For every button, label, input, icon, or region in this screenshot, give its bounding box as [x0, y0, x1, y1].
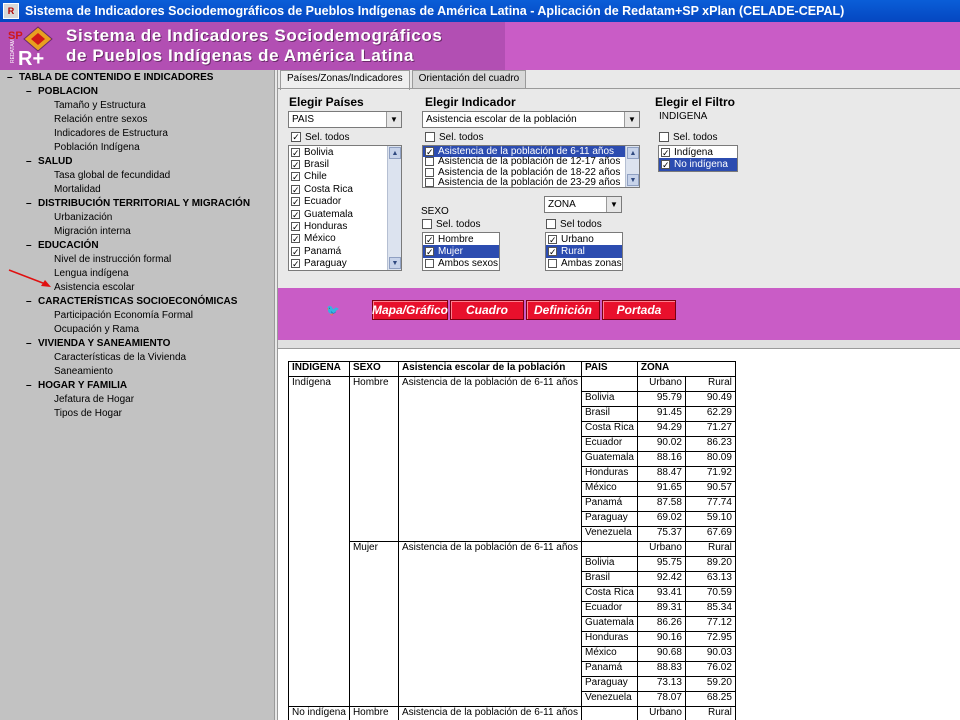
scroll-down-icon[interactable]: ▼ — [627, 174, 639, 186]
selection-panel — [278, 70, 960, 288]
definicion-button[interactable]: Definición — [526, 300, 600, 320]
cell-zona-urbano: Urbano — [637, 377, 685, 392]
cell-pais: Panamá — [581, 497, 637, 512]
list-item[interactable]: Asistencia de la población de 12-17 años — [423, 157, 639, 168]
cell-rural: 59.10 — [685, 512, 735, 527]
list-item[interactable]: ✓ Paraguay — [292, 258, 347, 270]
chevron-down-icon[interactable]: ▼ — [386, 112, 401, 127]
list-item[interactable]: ✓ Urbano — [549, 233, 594, 245]
table-row — [289, 707, 736, 720]
cell-indigena: Indígena — [289, 377, 350, 707]
chevron-down-icon[interactable]: ▼ — [606, 197, 621, 212]
app-header — [0, 22, 960, 70]
cell-pais: Ecuador — [581, 437, 637, 452]
list-item[interactable]: ✓ Asistencia de la población de 6-11 años — [423, 146, 639, 157]
tree-item-nivel-instruccion[interactable]: Nivel de instrucción formal — [54, 254, 172, 265]
tree-item-ocupacion[interactable]: Ocupación y Rama — [54, 324, 140, 335]
tree-group-salud[interactable]: – SALUD — [26, 156, 73, 167]
paises-select-all[interactable]: ✓ Sel. todos — [292, 131, 350, 143]
cell-urbano: 87.58 — [637, 497, 685, 512]
header-title-line2: de Pueblos Indígenas de América Latina — [66, 46, 415, 65]
indicador-scrollbar[interactable] — [625, 146, 639, 187]
cell-urbano: 90.02 — [637, 437, 685, 452]
zona-list[interactable] — [545, 232, 623, 271]
tree-item-fecundidad[interactable]: Tasa global de fecundidad — [54, 170, 171, 181]
cell-pais-empty — [581, 377, 637, 392]
cell-rural: 77.74 — [685, 497, 735, 512]
table-row — [289, 542, 736, 557]
filtro-title: Elegir el Filtro — [655, 95, 736, 109]
cell-pais: Ecuador — [581, 602, 637, 617]
cell-pais: Bolivia — [581, 392, 637, 407]
cell-sexo: Hombre — [349, 707, 398, 720]
paises-title: Elegir Países — [289, 95, 364, 109]
cell-pais: Costa Rica — [581, 587, 637, 602]
cell-urbano: 91.65 — [637, 482, 685, 497]
cell-pais: Costa Rica — [581, 422, 637, 437]
cell-rural: 85.34 — [685, 602, 735, 617]
cell-urbano: 93.41 — [637, 587, 685, 602]
checkbox-icon — [425, 132, 435, 142]
cell-pais: México — [581, 647, 637, 662]
chevron-down-icon[interactable]: ▼ — [624, 112, 639, 127]
cell-rural: 90.03 — [685, 647, 735, 662]
logo-sp-text: SP — [8, 30, 23, 42]
cell-rural: 67.69 — [685, 527, 735, 542]
list-item[interactable]: ✓ Guatemala — [292, 208, 353, 220]
sexo-select-all[interactable]: Sel. todos — [422, 218, 480, 230]
list-item[interactable]: ✓ Chile — [292, 171, 327, 183]
cell-urbano: 90.68 — [637, 647, 685, 662]
cell-zona-rural: Rural — [685, 377, 735, 392]
cell-urbano: 86.26 — [637, 617, 685, 632]
tree-root[interactable]: – TABLA DE CONTENIDO E INDICADORES — [7, 72, 214, 83]
filtro-select-all[interactable]: Sel. todos — [659, 131, 717, 143]
header-pais: PAIS — [581, 362, 637, 377]
cell-rural: 77.12 — [685, 617, 735, 632]
cell-pais: Guatemala — [581, 617, 637, 632]
list-item[interactable]: ✓ Ecuador — [292, 196, 342, 208]
checkbox-icon — [422, 219, 432, 229]
list-item[interactable]: ✓ Brasil — [292, 159, 330, 171]
list-item[interactable]: Ambos sexos — [423, 258, 499, 270]
tree-group-distribucion[interactable]: – DISTRIBUCIÓN TERRITORIAL Y MIGRACIÓN — [26, 198, 251, 209]
cell-pais: Brasil — [581, 407, 637, 422]
cell-zona-rural: Rural — [685, 707, 735, 720]
indicador-list[interactable] — [422, 145, 640, 188]
cuadro-button[interactable]: Cuadro — [450, 300, 524, 320]
tree-item-tamano[interactable]: Tamaño y Estructura — [54, 100, 146, 111]
list-item[interactable]: ✓ Panamá — [292, 245, 342, 257]
tree-group-vivienda[interactable]: – VIVIENDA Y SANEAMIENTO — [26, 338, 171, 349]
tree-item-indicadores-estructura[interactable]: Indicadores de Estructura — [54, 128, 168, 139]
cell-rural: 71.92 — [685, 467, 735, 482]
list-item[interactable]: ✓ Costa Rica — [292, 183, 353, 195]
list-item[interactable]: ✓ México — [292, 233, 336, 245]
cell-urbano: 89.31 — [637, 602, 685, 617]
cell-urbano: 75.37 — [637, 527, 685, 542]
paises-combo[interactable] — [288, 111, 402, 128]
cell-urbano: 78.07 — [637, 692, 685, 707]
cell-sexo: Mujer — [349, 542, 398, 707]
scroll-up-icon[interactable]: ▲ — [627, 147, 639, 159]
results-table — [288, 361, 736, 720]
cell-zona-urbano: Urbano — [637, 707, 685, 720]
indicador-combo-value: Asistencia escolar de la población — [426, 114, 577, 125]
tree-item-asistencia-escolar[interactable]: Asistencia escolar — [54, 282, 135, 293]
cell-rural: 70.59 — [685, 587, 735, 602]
tree-item-jefatura[interactable]: Jefatura de Hogar — [54, 394, 135, 405]
cell-rural: 59.20 — [685, 677, 735, 692]
filtro-list[interactable] — [658, 145, 738, 172]
cell-pais: Honduras — [581, 632, 637, 647]
scroll-down-icon[interactable]: ▼ — [389, 257, 401, 269]
cell-zona-rural: Rural — [685, 542, 735, 557]
cell-pais: Brasil — [581, 572, 637, 587]
bird-icon[interactable]: 🐦 — [326, 305, 340, 317]
tree-group-hogar[interactable]: – HOGAR Y FAMILIA — [26, 380, 128, 391]
cell-rural: 90.49 — [685, 392, 735, 407]
header-title-line1: Sistema de Indicadores Sociodemográficos — [66, 26, 443, 45]
red-arrow-icon — [8, 268, 52, 290]
cell-pais: Venezuela — [581, 527, 637, 542]
checkbox-icon — [659, 132, 669, 142]
list-item[interactable]: ✓ Hombre — [426, 233, 474, 245]
cell-pais: Venezuela — [581, 692, 637, 707]
cell-pais-empty — [581, 707, 637, 720]
cell-rural: 76.02 — [685, 662, 735, 677]
tree-item-relacion-sexos[interactable]: Relación entre sexos — [54, 114, 148, 125]
list-item[interactable]: ✓ Rural — [546, 245, 622, 257]
cell-zona-urbano: Urbano — [637, 542, 685, 557]
logo-vertical-text: REDATAM — [10, 39, 16, 63]
paises-scrollbar[interactable] — [387, 146, 401, 270]
list-item[interactable]: Asistencia de la población de 18-22 años — [423, 167, 639, 178]
header-sexo: SEXO — [349, 362, 398, 377]
cell-pais: Panamá — [581, 662, 637, 677]
cell-pais: Guatemala — [581, 452, 637, 467]
filtro-label: INDIGENA — [659, 111, 708, 122]
zona-combo[interactable] — [544, 196, 622, 213]
action-bar — [278, 288, 960, 340]
tree-group-educacion[interactable]: – EDUCACIÓN — [26, 240, 99, 251]
cell-indicador: Asistencia de la población de 6-11 años — [398, 377, 581, 542]
cell-urbano: 69.02 — [637, 512, 685, 527]
cell-rural: 86.23 — [685, 437, 735, 452]
header-indigena: INDIGENA — [289, 362, 350, 377]
cell-urbano: 73.13 — [637, 677, 685, 692]
list-item[interactable]: ✓ Mujer — [423, 245, 499, 257]
cell-pais-empty — [581, 542, 637, 557]
paises-combo-value: PAIS — [292, 114, 315, 125]
cell-rural: 80.09 — [685, 452, 735, 467]
tree-item-caracteristicas-vivienda[interactable]: Características de la Vivienda — [54, 352, 187, 363]
cell-rural: 90.57 — [685, 482, 735, 497]
cell-rural: 72.95 — [685, 632, 735, 647]
cell-urbano: 88.83 — [637, 662, 685, 677]
redatam-logo — [8, 25, 58, 67]
tree-item-urbanizacion[interactable]: Urbanización — [54, 212, 113, 223]
indicador-title: Elegir Indicador — [425, 95, 516, 109]
checkbox-icon — [546, 219, 556, 229]
list-item[interactable]: Ambas zonas — [546, 258, 622, 270]
cell-urbano: 88.16 — [637, 452, 685, 467]
cell-urbano: 92.42 — [637, 572, 685, 587]
list-item[interactable]: ✓ Honduras — [292, 221, 348, 233]
cell-urbano: 95.75 — [637, 557, 685, 572]
tab-orientacion[interactable]: Orientación del cuadro — [412, 70, 527, 88]
cell-urbano: 88.47 — [637, 467, 685, 482]
results-separator[interactable] — [278, 340, 960, 349]
list-item[interactable]: Asistencia de la población de 23-29 años — [423, 178, 639, 189]
cell-indicador: Asistencia de la población de 6-11 años — [398, 542, 581, 707]
app-icon: R — [3, 3, 19, 19]
cell-rural: 89.20 — [685, 557, 735, 572]
results-table-area — [278, 349, 960, 720]
cell-urbano: 94.29 — [637, 422, 685, 437]
window-title: Sistema de Indicadores Sociodemográficos de Pueblos Indígenas de América Latina - Aplicación de Redatam+SP xPlan (CELADE-CEPAL) — [25, 4, 845, 18]
zona-combo-value: ZONA — [548, 199, 576, 210]
cell-urbano: 91.45 — [637, 407, 685, 422]
indicador-combo[interactable] — [422, 111, 640, 128]
panel-tabs — [280, 70, 528, 88]
checkbox-icon: ✓ — [292, 132, 300, 142]
cell-pais: Paraguay — [581, 677, 637, 692]
tree-item-saneamiento[interactable]: Saneamiento — [54, 366, 113, 377]
tree-group-socioeconomicas[interactable]: – CARACTERÍSTICAS SOCIOECONÓMICAS — [26, 296, 238, 307]
tab-paises-zonas[interactable]: Países/Zonas/Indicadores — [280, 70, 410, 90]
cell-urbano: 90.16 — [637, 632, 685, 647]
cell-rural: 71.27 — [685, 422, 735, 437]
cell-pais: Bolivia — [581, 557, 637, 572]
tree-item-tipos-hogar[interactable]: Tipos de Hogar — [54, 408, 122, 419]
mapa-grafico-button[interactable]: Mapa/Gráfico — [372, 300, 448, 320]
list-item[interactable]: ✓ Indígena — [662, 146, 713, 158]
tree-item-lengua-indigena[interactable]: Lengua indígena — [54, 268, 129, 279]
tree-item-participacion[interactable]: Participación Economía Formal — [54, 310, 193, 321]
paises-list[interactable] — [288, 145, 402, 271]
cell-rural: 62.29 — [685, 407, 735, 422]
sexo-label: SEXO — [421, 206, 449, 217]
tree-group-poblacion[interactable]: – POBLACION — [26, 86, 98, 97]
logo-r-text: R+ — [18, 48, 45, 67]
tree-item-mortalidad[interactable]: Mortalidad — [54, 184, 101, 195]
cell-pais: Honduras — [581, 467, 637, 482]
cell-sexo: Hombre — [349, 377, 398, 542]
tab-divider — [278, 88, 960, 89]
list-item[interactable]: ✓ No indígena — [659, 158, 737, 170]
scroll-up-icon[interactable]: ▲ — [389, 147, 401, 159]
header-zona: ZONA — [637, 362, 735, 377]
cell-indigena: No indígena — [289, 707, 350, 720]
zona-select-all[interactable]: Sel todos — [546, 218, 602, 230]
table-row — [289, 377, 736, 392]
tree-item-migracion[interactable]: Migración interna — [54, 226, 131, 237]
cell-rural: 68.25 — [685, 692, 735, 707]
window-titlebar[interactable] — [0, 0, 960, 22]
cell-rural: 63.13 — [685, 572, 735, 587]
cell-pais: México — [581, 482, 637, 497]
list-item[interactable]: ✓ Bolivia — [292, 146, 334, 158]
cell-urbano: 95.79 — [637, 392, 685, 407]
table-of-contents-tree — [0, 70, 274, 720]
header-indicador: Asistencia escolar de la población — [398, 362, 581, 377]
portada-button[interactable]: Portada — [602, 300, 676, 320]
indicador-select-all[interactable]: Sel. todos — [425, 131, 483, 143]
sexo-list[interactable] — [422, 232, 500, 271]
tree-item-poblacion-indigena[interactable]: Población Indígena — [54, 142, 140, 153]
cell-pais: Paraguay — [581, 512, 637, 527]
cell-indicador: Asistencia de la población de 6-11 años — [398, 707, 581, 720]
